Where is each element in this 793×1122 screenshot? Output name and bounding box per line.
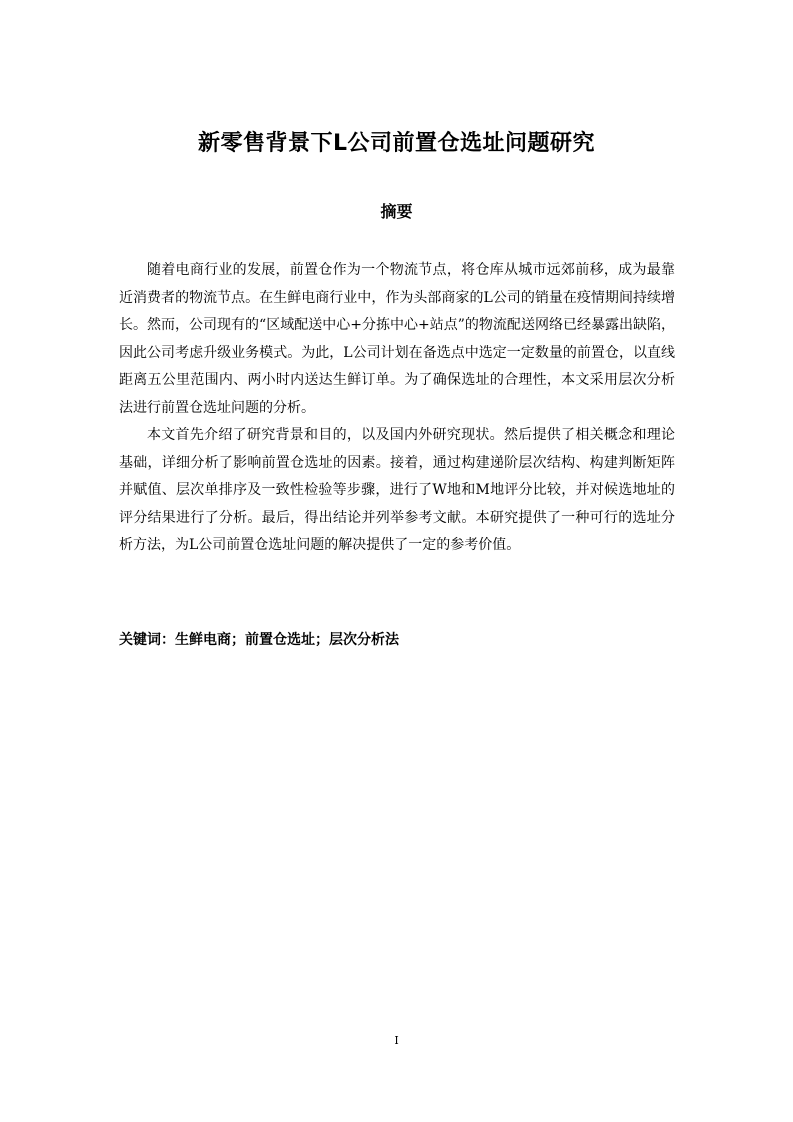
paper-title: 新零售背景下L公司前置仓选址问题研究 bbox=[197, 131, 596, 156]
abstract-paragraph-2: 本文首先介绍了研究背景和目的，以及国内外研究现状。然后提供了相关概念和理论基础，详细分析了影响前置仓选址的因素。接着，通过构建递阶层次结构、构建判断矩阵并赋值、层次单排序及一致性检验等步骤，进行了W地和M地评分比较，并对候选地址的评分结果进行了分析。最后，得出结论并列举参考文献。本研究提供了一种可行的选址分析方法，为L公司前置仓选址问题的解决提供了一定的参考价值。 bbox=[119, 427, 675, 553]
abstract-heading: 摘要 bbox=[380, 202, 413, 221]
abstract-paragraph-1: 随着电商行业的发展，前置仓作为一个物流节点，将仓库从城市远郊前移，成为最靠近消费者的物流节点。在生鲜电商行业中，作为头部商家的L公司的销量在疫情期间持续增长。然而，公司现有的“区域配送中心+分拣中心+站点”的物流配送网络已经暴露出缺陷，因此公司考虑升级业务模式。为此，L公司计划在备选点中选定一定数量的前置仓，以直线距离五公里范围内、两小时内送达生鲜订单。为了确保选址的合理性，本文采用层次分析法进行前置仓选址问题的分析。 bbox=[119, 262, 675, 416]
abstract-body bbox=[119, 257, 675, 560]
keywords-line: 关键词：生鲜电商；前置仓选址；层次分析法 bbox=[119, 632, 399, 648]
page-number: I bbox=[394, 1034, 399, 1047]
